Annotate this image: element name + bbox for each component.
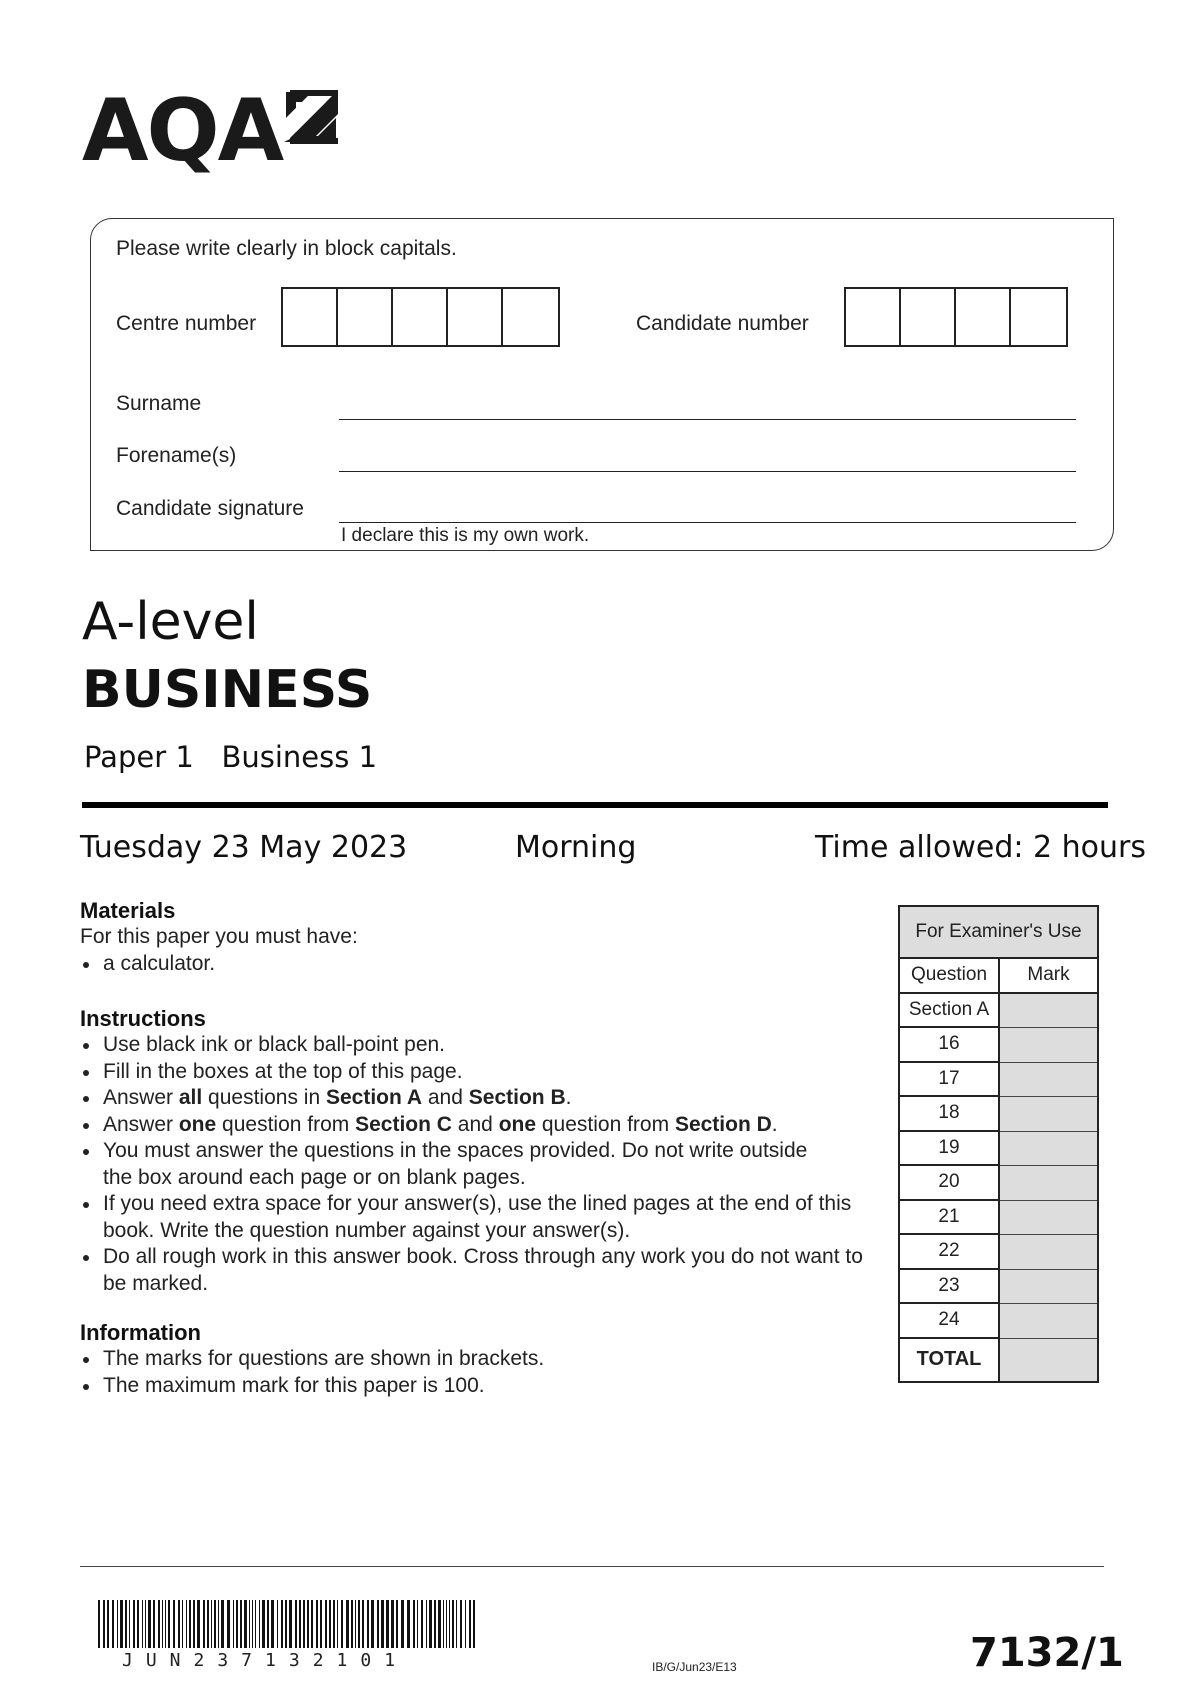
table-row: 16 — [900, 1028, 1097, 1063]
paper-number: Paper 1 — [84, 740, 194, 774]
surname-line[interactable] — [339, 419, 1076, 420]
barcode-bar — [107, 1600, 109, 1648]
barcode-bar — [193, 1600, 195, 1648]
logo-text: AQA — [82, 81, 283, 181]
instructions-heading: Instructions — [80, 1006, 206, 1031]
paper-code: 7132/1 — [970, 1630, 1124, 1676]
barcode-bar — [218, 1600, 219, 1648]
barcode-bar — [329, 1600, 331, 1648]
list-item: Do all rough work in this answer book. Cross through any work you do not want to be marked. — [80, 1244, 873, 1297]
barcode-bar — [429, 1600, 432, 1648]
materials-section — [80, 898, 880, 977]
barcode-bar — [252, 1600, 253, 1648]
list-item: The maximum mark for this paper is 100. — [80, 1373, 880, 1400]
barcode-bar — [303, 1600, 305, 1648]
table-row: 24 — [900, 1304, 1097, 1339]
barcode-bar — [112, 1600, 114, 1648]
block-capitals-instruction: Please write clearly in block capitals. — [116, 237, 457, 260]
barcode-bar — [341, 1600, 343, 1648]
mark-cell — [1000, 1235, 1097, 1270]
barcode-bar — [129, 1600, 130, 1648]
barcode-bar — [289, 1600, 292, 1648]
list-item: a calculator. — [80, 951, 880, 978]
examiner-use-table — [898, 905, 1099, 1383]
barcode-bar — [211, 1600, 212, 1648]
barcode-bar — [473, 1600, 475, 1648]
barcode-bar — [277, 1600, 278, 1648]
mark-cell — [1000, 1132, 1097, 1167]
materials-intro: For this paper you must have: — [80, 925, 358, 948]
barcode-bar — [142, 1600, 143, 1648]
materials-list — [80, 951, 880, 978]
barcode-bar — [227, 1600, 230, 1648]
barcode-bar — [446, 1600, 447, 1648]
list-item: You must answer the questions in the spaces provided. Do not write outside the box around each page or on blank pages. — [80, 1138, 813, 1191]
total-mark-cell — [1000, 1339, 1097, 1381]
barcode-bar — [145, 1600, 146, 1648]
list-item: Fill in the boxes at the top of this page. — [80, 1059, 880, 1086]
forenames-label: Forename(s) — [116, 444, 237, 467]
barcode-bar — [434, 1600, 436, 1648]
candidate-details-box — [90, 218, 1114, 551]
mark-cell — [1000, 1201, 1097, 1236]
barcode-bar — [407, 1600, 410, 1648]
document-reference: IB/G/Jun23/E13 — [652, 1660, 737, 1674]
table-row: 23 — [900, 1270, 1097, 1305]
title-divider — [82, 802, 1108, 808]
total-row — [900, 1339, 1097, 1381]
materials-heading: Materials — [80, 898, 176, 923]
centre-digit-box[interactable] — [448, 289, 503, 345]
forenames-line[interactable] — [339, 471, 1076, 472]
barcode-bar — [178, 1600, 180, 1648]
barcode-bar — [325, 1600, 327, 1648]
barcode-bar — [346, 1600, 349, 1648]
instructions-list — [80, 1032, 880, 1297]
barcode-bar — [358, 1600, 360, 1648]
barcode — [98, 1600, 482, 1648]
table-row: 18 — [900, 1097, 1097, 1132]
question-column-header: Question — [900, 959, 1000, 994]
barcode-bar — [449, 1600, 450, 1648]
barcode-bar — [255, 1600, 256, 1648]
exam-session: Morning — [515, 830, 637, 865]
barcode-bar — [98, 1600, 100, 1648]
barcode-bar — [271, 1600, 274, 1648]
table-row: 21 — [900, 1201, 1097, 1236]
barcode-bar — [362, 1600, 364, 1648]
instructions-section — [80, 1006, 880, 1297]
barcode-bar — [214, 1600, 216, 1648]
barcode-bar — [299, 1600, 301, 1648]
barcode-bar — [168, 1600, 170, 1648]
barcode-bar — [401, 1600, 404, 1648]
time-allowed: Time allowed: 2 hours — [815, 830, 1147, 865]
barcode-bar — [125, 1600, 127, 1648]
mark-cell — [1000, 1270, 1097, 1305]
barcode-bar — [165, 1600, 166, 1648]
mark-column-header: Mark — [1000, 959, 1097, 994]
barcode-bar — [221, 1600, 224, 1648]
candidate-digit-box[interactable] — [846, 289, 901, 345]
aqa-logo — [82, 81, 283, 181]
barcode-bar — [173, 1600, 175, 1648]
barcode-bar — [417, 1600, 418, 1648]
barcode-bar — [316, 1600, 318, 1648]
barcode-bar — [162, 1600, 163, 1648]
mark-cell — [1000, 1304, 1097, 1339]
barcode-bar — [186, 1600, 187, 1648]
centre-digit-box[interactable] — [393, 289, 448, 345]
mark-cell — [1000, 1063, 1097, 1098]
barcode-bar — [103, 1600, 105, 1648]
subject-title: BUSINESS — [82, 660, 373, 720]
barcode-bar — [262, 1600, 265, 1648]
barcode-bar — [233, 1600, 234, 1648]
barcode-bar — [285, 1600, 287, 1648]
signature-line[interactable] — [339, 522, 1076, 523]
barcode-bar — [158, 1600, 160, 1648]
barcode-bar — [371, 1600, 374, 1648]
barcode-bar — [267, 1600, 269, 1648]
examiner-table-title: For Examiner's Use — [900, 907, 1097, 959]
signature-label: Candidate signature — [116, 497, 304, 520]
barcode-bar — [236, 1600, 238, 1648]
candidate-number-boxes[interactable] — [844, 287, 1068, 347]
barcode-bar — [421, 1600, 423, 1648]
barcode-bar — [281, 1600, 283, 1648]
surname-label: Surname — [116, 392, 202, 415]
centre-digit-box[interactable] — [338, 289, 393, 345]
barcode-bar — [452, 1600, 454, 1648]
barcode-bar — [337, 1600, 338, 1648]
mark-cell — [1000, 1097, 1097, 1132]
list-item: If you need extra space for your answer(s), use the lined pages at the end of this book. Write the question number against your answer(s). — [80, 1191, 893, 1244]
declaration-text: I declare this is my own work. — [341, 525, 590, 546]
barcode-bar — [148, 1600, 151, 1648]
barcode-bar — [351, 1600, 353, 1648]
barcode-bar — [460, 1600, 462, 1648]
mark-cell — [1000, 1166, 1097, 1201]
barcode-bar — [307, 1600, 309, 1648]
barcode-bar — [381, 1600, 384, 1648]
barcode-bar — [120, 1600, 123, 1648]
barcode-bar — [465, 1600, 466, 1648]
qualification-level: A-level — [82, 592, 259, 652]
barcode-bar — [182, 1600, 183, 1648]
barcode-bar — [391, 1600, 394, 1648]
barcode-bar — [153, 1600, 155, 1648]
barcode-bar — [413, 1600, 415, 1648]
barcode-bar — [203, 1600, 205, 1648]
centre-digit-box[interactable] — [283, 289, 338, 345]
candidate-digit-box[interactable] — [901, 289, 956, 345]
mark-cell — [1000, 994, 1097, 1029]
barcode-bar — [249, 1600, 250, 1648]
barcode-bar — [377, 1600, 379, 1648]
table-row: 17 — [900, 1063, 1097, 1098]
candidate-digit-box[interactable] — [1011, 289, 1066, 345]
table-row: Section A — [900, 994, 1097, 1029]
total-label: TOTAL — [900, 1339, 1000, 1381]
barcode-bar — [244, 1600, 247, 1648]
barcode-bar — [386, 1600, 389, 1648]
table-row: 22 — [900, 1235, 1097, 1270]
barcode-bar — [240, 1600, 242, 1648]
barcode-bar — [469, 1600, 471, 1648]
list-item: Use black ink or black ball-point pen. — [80, 1032, 880, 1059]
table-row: 20 — [900, 1166, 1097, 1201]
barcode-bar — [426, 1600, 427, 1648]
barcode-bar — [333, 1600, 335, 1648]
information-heading: Information — [80, 1320, 201, 1345]
table-header-row — [900, 959, 1097, 994]
barcode-bar — [456, 1600, 457, 1648]
barcode-bar — [295, 1600, 297, 1648]
barcode-text: JUN237132101 — [122, 1650, 409, 1671]
paper-name: Business 1 — [221, 740, 378, 774]
barcode-bar — [355, 1600, 356, 1648]
centre-number-boxes[interactable] — [281, 287, 560, 347]
barcode-bar — [320, 1600, 322, 1648]
barcode-bar — [189, 1600, 191, 1648]
barcode-bar — [311, 1600, 313, 1648]
exam-date: Tuesday 23 May 2023 — [80, 830, 408, 865]
barcode-bar — [197, 1600, 200, 1648]
candidate-digit-box[interactable] — [956, 289, 1011, 345]
barcode-bar — [443, 1600, 444, 1648]
paper-title — [84, 740, 377, 774]
information-list — [80, 1346, 880, 1399]
barcode-bar — [396, 1600, 398, 1648]
barcode-bar — [438, 1600, 441, 1648]
mark-cell — [1000, 1028, 1097, 1063]
candidate-number-label: Candidate number — [636, 312, 809, 335]
barcode-bar — [207, 1600, 209, 1648]
footer-divider — [80, 1566, 1104, 1567]
list-item: The marks for questions are shown in brackets. — [80, 1346, 880, 1373]
table-row: 19 — [900, 1132, 1097, 1167]
barcode-bar — [367, 1600, 369, 1648]
list-item: Answer all questions in Section A and Section B. — [80, 1085, 880, 1112]
barcode-bar — [137, 1600, 139, 1648]
centre-number-label: Centre number — [116, 312, 257, 335]
list-item: Answer one question from Section C and one question from Section D. — [80, 1112, 880, 1139]
barcode-bar — [117, 1600, 118, 1648]
information-section — [80, 1320, 880, 1399]
barcode-bar — [259, 1600, 260, 1648]
centre-digit-box[interactable] — [503, 289, 558, 345]
logo-mark-icon — [282, 88, 340, 146]
barcode-bar — [133, 1600, 135, 1648]
